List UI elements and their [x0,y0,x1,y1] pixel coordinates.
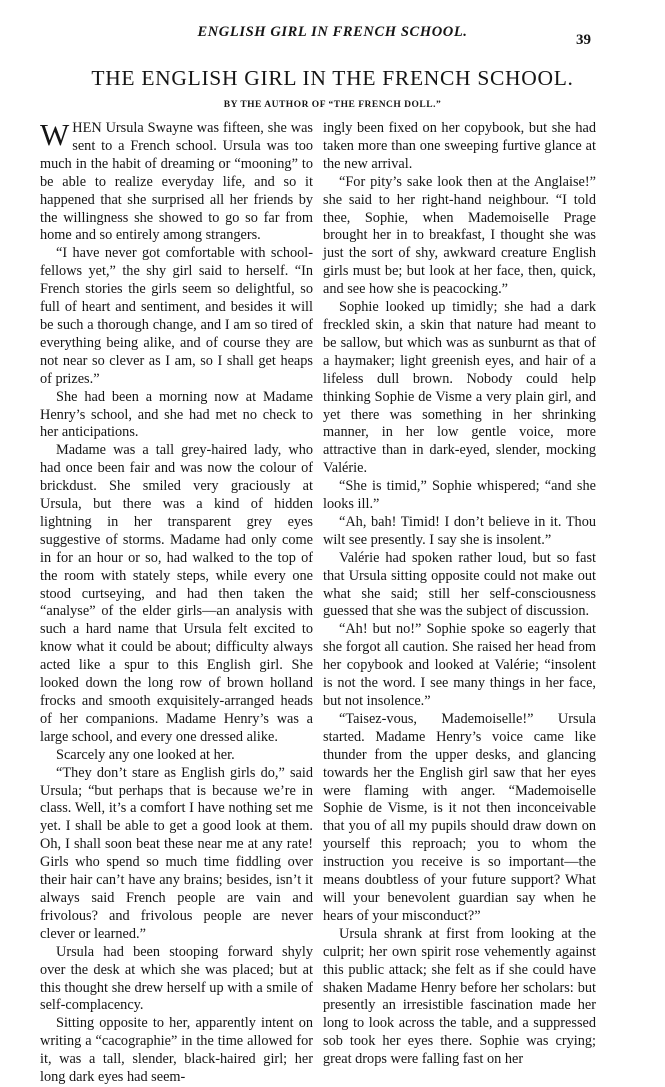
paragraph: “I have never got comfortable with school-fellows yet,” the shy girl said to herself. “In French stories the girls seem so delightful, so full of heart and sentiment, and besides it will be such a thorough change, and I am so tired of everything being alike, and of course they are not near so clever as I am, so I shall get heaps of prizes.” [40,245,313,387]
page-number: 39 [576,32,591,48]
paragraph: Sophie looked up timidly; she had a dark freckled skin, a skin that nature had meant to be sallow, but which was as sunburnt as that of a haymaker; light greenish eyes, and hair of a lifeless dull brown. Nobody could help thinking Sophie de Visme a very plain girl, and yet there was something in her shrinking manner, in her low gentle voice, more attractive than in dark-eyed, slender, mocking Valérie. [323,299,596,477]
paragraph: “She is timid,” Sophie whispered; “and she looks ill.” [323,478,596,513]
drop-cap: W [40,117,70,152]
opening-paragraph [40,117,313,245]
paragraph: “They don’t stare as English girls do,” said Ursula; “but perhaps that is because we’re in class. Well, it’s a comfort I have nothing set me yet. I shall be able to get a good look at them. Oh, I shall soon beat these near me at any rate! Girls who spend so much time fiddling over their hair can’t have any brains; besides, isn’t it always said French people are vain and frivolous? and frivolous people are never clever or learned.” [40,764,313,942]
paragraph: Sitting opposite to her, apparently intent on writing a “cacographie” in the time allowed for it, was a tall, slender, black-haired girl; her long dark eyes had seem- [40,1015,313,1086]
left-column [40,117,313,1086]
paragraph: “Ah, bah! Timid! I don’t believe in it. Thou wilt see presently. I say she is insolent.” [323,513,596,548]
paragraph: Valérie had spoken rather loud, but so fast that Ursula sitting opposite could not make out what she said; still her self-consciousness guessed that she was the subject of discussion. [323,549,596,620]
paragraph: She had been a morning now at Madame Henry’s school, and she had met no check to her anticipations. [40,388,313,441]
paragraph: “For pity’s sake look then at the Anglaise!” she said to her right-hand neighbour. “I told thee, Sophie, when Mademoiselle Prage brought her in to breakfast, I thought she was just the sort of shy, awkward creature English girls must be; but look at her face, then, quick, and see how she is peacocking.” [323,173,596,298]
paragraph: Ursula shrank at first from looking at the culprit; her own spirit rose vehemently against this public attack; she felt as if she could have shaken Madame Henry before her scholars: but presently an irresistible fascination made her long to look across the table, and a suppressed sob took her eyes there. Sophie was crying; great drops were falling fast on her [323,925,596,1068]
paragraph: Madame was a tall grey-haired lady, who had once been fair and was now the colour of brickdust. She smiled very graciously at Ursula, but there was a kind of hidden lightning in her transparent grey eyes suggestive of storms. Madame had only come in for an hour or so, had walked to the top of the room with stately steps, while every one stood curtseying, and had then taken the “analyse” of the elder girls—an analysis with such a hard name that Ursula felt excited to know what it could be about; difficulty always acted like a spur to this English girl. She looked down the long row of brown holland frocks and smooth exquisitely-arranged heads of her companions. Madame Henry’s was a large school, and every one dressed alike. [40,442,313,745]
paragraph: “Taisez-vous, Mademoiselle!” Ursula started. Madame Henry’s voice came like thunder from the upper desks, and glancing towards her the English girl saw that her eyes were flaming with anger. “Mademoiselle Sophie de Visme, is it not then inconceivable that you of all my pupils should draw down on yourself this reproach; you to whom the instruction you receive is so important—the means doubtless of your future support? What will your benevolent guardian say when he hears of your misconduct?” [323,710,596,924]
paragraph: Ursula had been stooping forward shyly over the desk at which she was placed; but at this thought she drew herself up with a smile of self-complacency. [40,943,313,1014]
continued-paragraph: ingly been fixed on her copybook, but she had taken more than one sweeping furtive glance at the new arrival. [323,120,596,172]
right-column [323,120,596,1068]
opening-paragraph-text: HEN Ursula Swayne was fifteen, she was sent to a French school. Ursula was too much in the habit of dreaming or “mooning” to be able to realize everyday life, and so it happened that she surprised all her friends by the willingness she showed to go so far from home and so entirely among strangers. [40,120,313,244]
article-title: THE ENGLISH GIRL IN THE FRENCH SCHOOL. [91,66,574,90]
article-byline: BY THE AUTHOR OF “THE FRENCH DOLL.” [223,100,442,110]
running-head: ENGLISH GIRL IN FRENCH SCHOOL. [197,24,468,40]
paragraph: “Ah! but no!” Sophie spoke so eagerly that she forgot all caution. She raised her head from her copybook and looked at Valérie; “insolent is not the word. I see many things in her face, but not insolence.” [323,621,596,709]
paragraph: Scarcely any one looked at her. [56,746,235,763]
